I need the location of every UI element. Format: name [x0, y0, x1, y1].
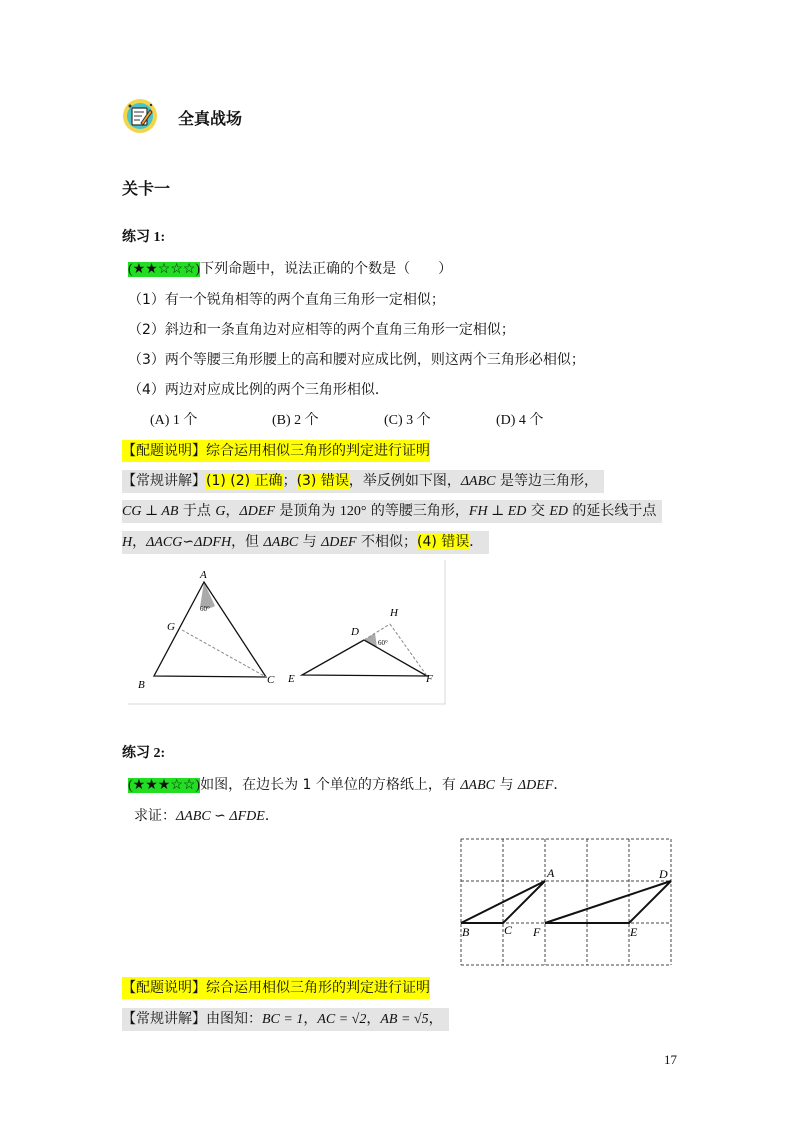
math: ΔABC: [460, 778, 496, 793]
grid-triangles-diagram: [456, 834, 676, 970]
exercise-1-explanation-line-3: [122, 531, 489, 554]
option-a: (A) 1 个: [150, 413, 198, 428]
proposition-4: （4）两边对应成比例的两个三角形相似．: [128, 382, 389, 398]
text: 的等腰三角形，: [366, 503, 469, 519]
text: 于点: [178, 503, 216, 519]
text: ．: [469, 534, 484, 550]
triangle-counterexample-diagram: [128, 560, 446, 706]
text: ，: [303, 1011, 318, 1027]
exercise-1-explanation-line-2: [122, 500, 662, 523]
difficulty-stars: (★★★☆☆): [128, 778, 201, 793]
option-b: (B) 2 个: [272, 413, 319, 428]
text: 如图，在边长为 1 个单位的方格纸上，有: [200, 777, 461, 793]
exercise-1-explanation-line-1: [122, 470, 604, 493]
text: ，: [225, 503, 240, 519]
angle-label-2: 60°: [378, 639, 388, 647]
text: ，但: [231, 534, 264, 550]
math: BC = 1: [262, 1012, 304, 1027]
text: ，举反例如下图，: [348, 473, 461, 489]
label-g: G: [167, 621, 175, 633]
text: ，: [428, 1011, 443, 1027]
text: ．: [264, 808, 279, 824]
proposition-1: （1）有一个锐角相等的两个直角三角形一定相似；: [128, 292, 445, 308]
math: G: [215, 504, 226, 519]
level-title: 关卡一: [122, 179, 171, 198]
math: ΔDEF: [321, 535, 357, 550]
math: ΔACG∽ΔDFH: [146, 535, 232, 550]
text: ，: [366, 1011, 381, 1027]
text: 是顶角为: [274, 503, 340, 519]
section-title: 全真战场: [178, 109, 243, 128]
math: ED: [549, 504, 568, 519]
angle-label-1: 60°: [200, 605, 210, 613]
text: ．: [553, 777, 568, 793]
exercise-2-explanation: [122, 1008, 449, 1031]
math: ΔABC: [263, 535, 299, 550]
label-c: C: [267, 674, 275, 686]
exercise-2-label: 练习 2:: [122, 746, 166, 761]
exercise-1-figure: [128, 560, 446, 706]
grid-label-d: D: [659, 867, 668, 881]
exercise-1-question: [128, 258, 452, 281]
label-h: H: [390, 607, 398, 619]
math: ΔDEF: [517, 778, 554, 793]
text: 与: [495, 777, 518, 793]
text: 交: [526, 503, 550, 519]
label-a: A: [200, 569, 207, 581]
notepad-pencil-icon: [122, 98, 158, 134]
text: 与: [298, 534, 322, 550]
grid-label-b: B: [462, 925, 470, 939]
math: ΔDEF: [239, 504, 275, 519]
text: 由图知：: [206, 1011, 262, 1027]
math: CG ⊥ AB: [122, 504, 179, 519]
math: 120°: [339, 504, 367, 519]
header-icon: [122, 98, 158, 134]
explanation-label: 【常规讲解】: [122, 1011, 206, 1027]
text: 的延长线于点: [567, 503, 657, 519]
exercise-1-note: 【配题说明】综合运用相似三角形的判定进行证明: [122, 440, 430, 462]
math: FH ⊥ ED: [468, 504, 527, 519]
exercise-1-label: 练习 1:: [122, 230, 166, 245]
text: 不相似；: [356, 534, 417, 550]
page-number: 17: [664, 1052, 677, 1067]
highlight-wrong-4: (4) 错误: [416, 534, 470, 550]
grid-label-a: A: [547, 866, 555, 880]
exercise-2-note: 【配题说明】综合运用相似三角形的判定进行证明: [122, 977, 430, 999]
label-f: F: [426, 673, 433, 685]
text: 是等边三角形，: [495, 473, 598, 489]
exercise-2-figure: [456, 834, 676, 970]
math: AB = √5: [380, 1012, 429, 1027]
proposition-2: （2）斜边和一条直角边对应相等的两个直角三角形一定相似；: [128, 322, 515, 338]
label-d: D: [351, 626, 359, 638]
text: 求证：: [134, 808, 176, 824]
difficulty-stars: (★★☆☆☆): [128, 262, 201, 277]
grid-label-f: F: [533, 925, 541, 939]
separator: ；: [282, 473, 297, 489]
math: AC = √2: [317, 1012, 367, 1027]
math: ΔABC: [460, 474, 496, 489]
explanation-label: 【常规讲解】: [122, 473, 206, 489]
proposition-3: （3）两个等腰三角形腰上的高和腰对应成比例，则这两个三角形必相似；: [128, 352, 585, 368]
option-c: (C) 3 个: [384, 413, 431, 428]
highlight-wrong-3: (3) 错误: [296, 473, 349, 489]
grid-label-c: C: [504, 923, 513, 937]
question-text: 下列命题中，说法正确的个数是（ ）: [200, 261, 453, 277]
label-b: B: [138, 679, 145, 691]
highlight-correct: (1) (2) 正确: [206, 473, 283, 489]
label-e: E: [288, 673, 295, 685]
grid-label-e: E: [630, 925, 638, 939]
exercise-2-question: [128, 774, 567, 797]
exercise-2-prove: [134, 805, 279, 828]
math: H: [122, 535, 133, 550]
math: ΔABC ∽ ΔFDE: [176, 809, 265, 824]
option-d: (D) 4 个: [496, 413, 544, 428]
text: ，: [132, 534, 147, 550]
